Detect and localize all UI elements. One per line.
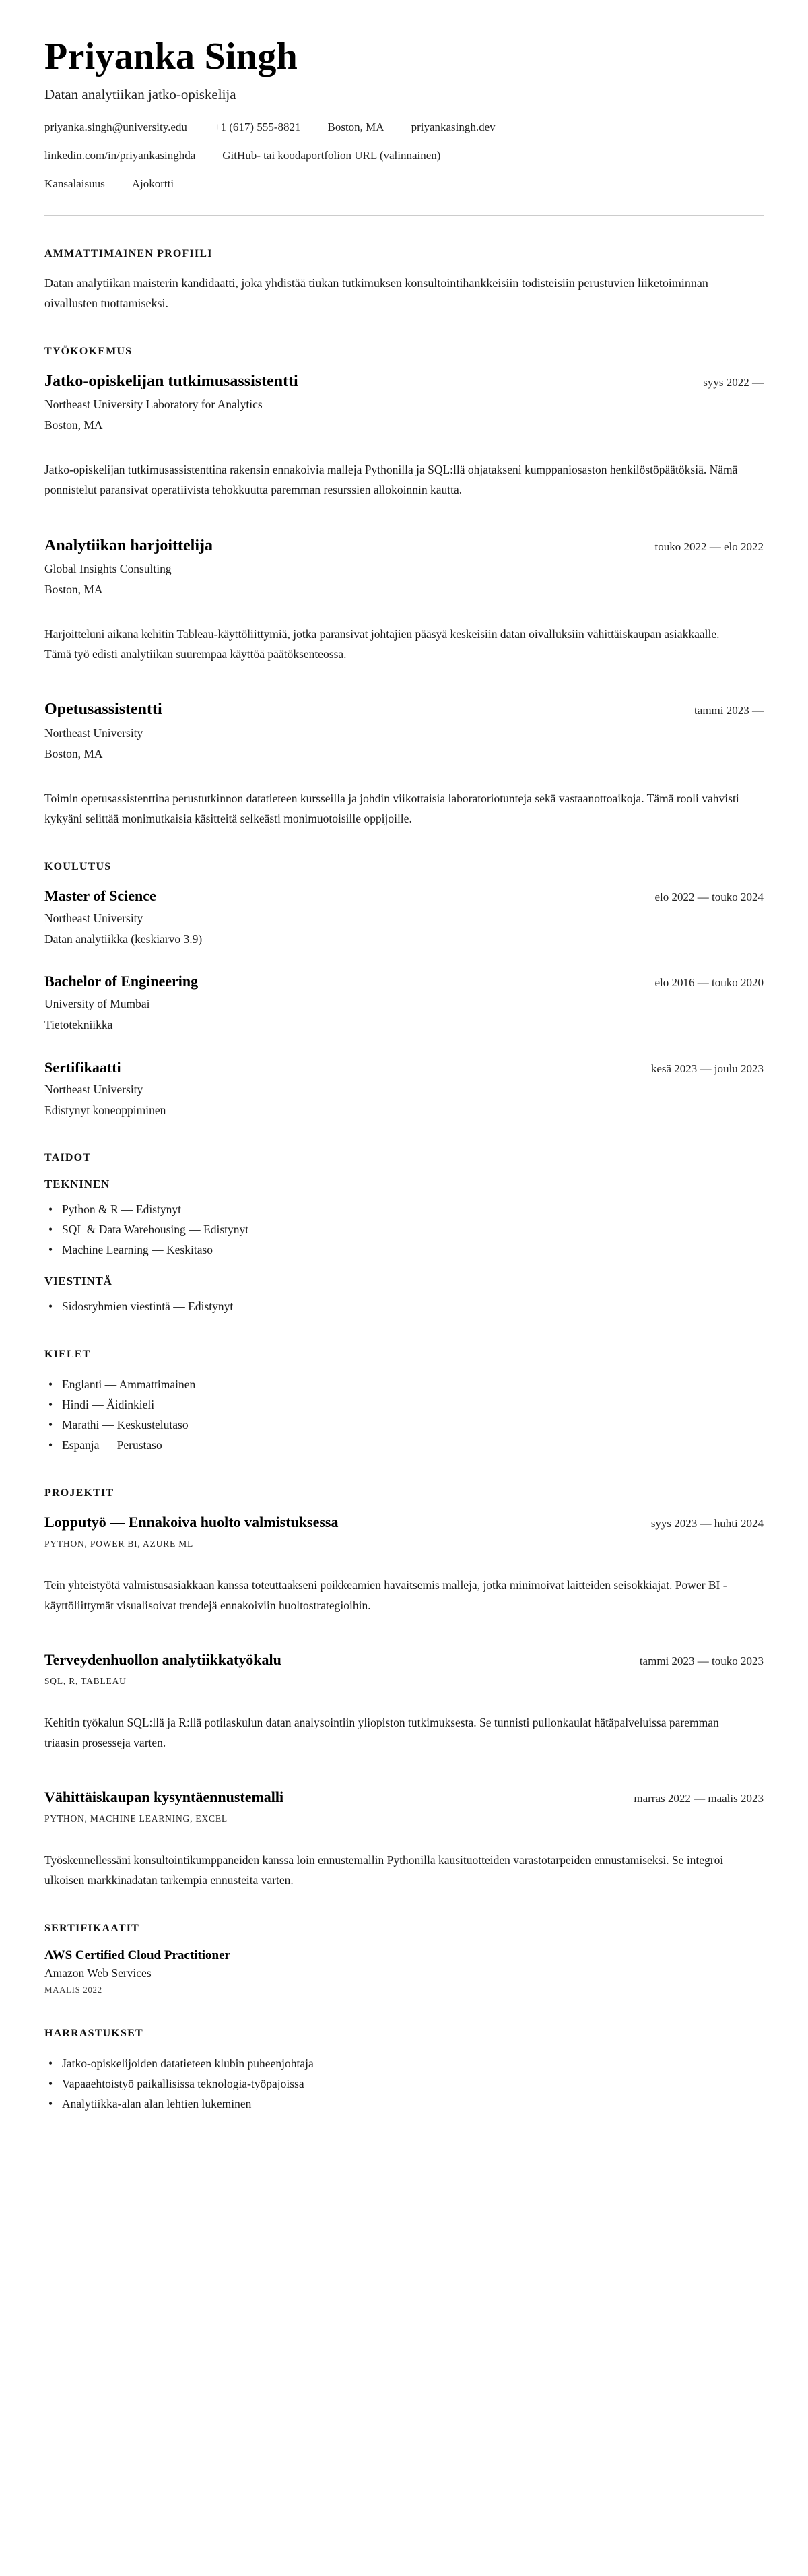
job-entry-head xyxy=(44,536,764,556)
skill-group-title: VIESTINTÄ xyxy=(44,1274,112,1287)
certification-entry xyxy=(44,1948,764,1995)
project-tech: SQL, R, TABLEAU xyxy=(44,1675,127,1686)
degree-title: Bachelor of Engineering xyxy=(44,973,199,990)
school-name: University of Mumbai xyxy=(44,997,150,1011)
job-title: Analytiikan harjoittelija xyxy=(44,536,213,554)
project-tech: PYTHON, MACHINE LEARNING, EXCEL xyxy=(44,1813,228,1824)
experience-heading: TYÖKOKEMUS xyxy=(44,345,133,357)
education-entry-head xyxy=(44,1058,764,1078)
job-entry xyxy=(44,536,764,665)
contact-line-1 xyxy=(44,121,764,134)
languages-heading: KIELET xyxy=(44,1348,91,1360)
section-experience xyxy=(44,346,764,829)
resume-header xyxy=(44,35,764,216)
contact-driving-license: Ajokortti xyxy=(131,177,174,191)
section-languages xyxy=(44,1349,764,1455)
hobby-list xyxy=(44,2053,764,2114)
job-entry-head xyxy=(44,699,764,720)
skill-item: • Sidosryhmien viestintä — Edistynyt xyxy=(44,1296,764,1316)
job-date: syys 2022 — xyxy=(703,375,764,389)
project-entry-head xyxy=(44,1788,764,1807)
section-skills xyxy=(44,1152,764,1316)
contact-line-3 xyxy=(44,177,764,191)
hobby-item: • Vapaaehtoistyö paikallisissa teknologia-työpajoissa xyxy=(44,2073,764,2094)
education-entry xyxy=(44,887,764,948)
project-date: syys 2023 — huhti 2024 xyxy=(650,1517,764,1531)
education-entry-head xyxy=(44,972,764,992)
education-detail: Datan analytiikka (keskiarvo 3.9) xyxy=(44,932,203,946)
job-company: Northeast University xyxy=(44,726,143,740)
language-item: • Espanja — Perustaso xyxy=(44,1435,764,1455)
project-description: Työskennellessäni konsultointikumppaneiden kanssa loin ennustemallin Pythonilla kausituotteiden varastotarpeiden ennustamiseksi. Se integroi ulkoisen markkinadatan tarkempia ennusteita varten. xyxy=(44,1853,724,1887)
job-title: Opetusassistentti xyxy=(44,701,162,719)
job-location: Boston, MA xyxy=(44,746,103,761)
job-title: Jatko-opiskelijan tutkimusassistentti xyxy=(44,372,298,390)
section-certifications xyxy=(44,1923,764,1995)
education-date: kesä 2023 — joulu 2023 xyxy=(650,1062,764,1075)
job-entry xyxy=(44,699,764,829)
project-title: Lopputyö — Ennakoiva huolto valmistuksessa xyxy=(44,1514,339,1531)
job-date: touko 2022 — elo 2022 xyxy=(654,540,764,553)
school-name: Northeast University xyxy=(44,1083,143,1097)
language-item: • Marathi — Keskustelutaso xyxy=(44,1415,764,1435)
project-title: Vähittäiskaupan kysyntäennustemalli xyxy=(44,1788,284,1805)
profile-heading: AMMATTIMAINEN PROFIILI xyxy=(44,248,213,260)
project-entry xyxy=(44,1650,764,1753)
contact-location: Boston, MA xyxy=(327,121,384,134)
education-detail: Edistynyt koneoppiminen xyxy=(44,1103,166,1118)
contact-website: priyankasingh.dev xyxy=(411,121,496,134)
project-entry xyxy=(44,1513,764,1615)
contact-email: priyanka.singh@university.edu xyxy=(44,121,187,134)
language-item: • Hindi — Äidinkieli xyxy=(44,1394,764,1415)
job-company: Global Insights Consulting xyxy=(44,561,172,575)
language-item: • Englanti — Ammattimainen xyxy=(44,1374,764,1394)
education-date: elo 2016 — touko 2020 xyxy=(654,976,764,990)
section-education xyxy=(44,861,764,1119)
education-detail: Tietotekniikka xyxy=(44,1018,113,1032)
degree-title: Master of Science xyxy=(44,887,156,905)
project-entry-head xyxy=(44,1650,764,1670)
school-name: Northeast University xyxy=(44,911,143,925)
skill-list xyxy=(44,1199,764,1260)
hobbies-heading: HARRASTUKSET xyxy=(44,2027,143,2039)
skill-list xyxy=(44,1296,764,1316)
project-date: marras 2022 — maalis 2023 xyxy=(634,1791,764,1805)
contact-linkedin: linkedin.com/in/priyankasinghda xyxy=(44,149,196,162)
job-entry-head xyxy=(44,371,764,392)
project-description: Tein yhteistyötä valmistusasiakkaan kanssa toteuttaakseni poikkeamien havaitsemis malleja, jotka minimoivat laitteiden seisokkiajat. Power BI -käyttöliittymät visualisoivat trendejä ennakoiviin huoltostrategioihin. xyxy=(44,1578,727,1613)
contact-line-2 xyxy=(44,149,764,162)
job-location: Boston, MA xyxy=(44,583,103,597)
certifications-heading: SERTIFIKAATIT xyxy=(44,1922,139,1934)
education-entry xyxy=(44,972,764,1033)
education-heading: KOULUTUS xyxy=(44,861,112,873)
skill-group-title: TEKNINEN xyxy=(44,1177,110,1190)
job-location: Boston, MA xyxy=(44,418,103,432)
skills-heading: TAIDOT xyxy=(44,1151,92,1163)
contact-citizenship: Kansalaisuus xyxy=(44,177,105,191)
education-entry-head xyxy=(44,887,764,906)
project-date: tammi 2023 — touko 2023 xyxy=(639,1654,764,1668)
job-description: Harjoitteluni aikana kehitin Tableau-käyttöliittymiä, jotka paransivat johtajien pääsyä keskeisiin datan oivalluksiin vähittäiskaupan asiakkaalle. Tämä työ edisti analytiikan suurempaa käyttöä päätöksenteossa. xyxy=(44,627,720,662)
section-projects xyxy=(44,1487,764,1890)
language-list xyxy=(44,1374,764,1455)
contact-github: GitHub- tai koodaportfolion URL (valinnainen) xyxy=(222,149,441,162)
skill-item: • Machine Learning — Keskitaso xyxy=(44,1239,764,1260)
job-description: Toimin opetusassistenttina perustutkinnon datatieteen kursseilla ja johdin viikottaisia laboratoriotunteja sekä vastaanottoaikoja. Tämä rooli vahvisti kykyäni selittää monimutkaisia käsitteitä selkeästi monimuotoisille oppijoille. xyxy=(44,792,739,826)
job-entry xyxy=(44,371,764,501)
project-tech: PYTHON, POWER BI, AZURE ML xyxy=(44,1538,194,1549)
degree-title: Sertifikaatti xyxy=(44,1058,121,1076)
section-hobbies xyxy=(44,2028,764,2114)
header-divider xyxy=(44,215,764,216)
cert-title: AWS Certified Cloud Practitioner xyxy=(44,1947,230,1962)
resume-name: Priyanka Singh xyxy=(44,36,298,77)
skill-item: • SQL & Data Warehousing — Edistynyt xyxy=(44,1219,764,1239)
education-entry xyxy=(44,1058,764,1120)
section-profile xyxy=(44,248,764,313)
cert-date: MAALIS 2022 xyxy=(44,1984,102,1995)
hobby-item: • Analytiikka-alan alan lehtien lukeminen xyxy=(44,2094,764,2114)
project-entry-head xyxy=(44,1513,764,1533)
project-entry xyxy=(44,1788,764,1890)
project-title: Terveydenhuollon analytiikkatyökalu xyxy=(44,1651,281,1669)
cert-issuer: Amazon Web Services xyxy=(44,1966,152,1980)
resume-subtitle: Datan analytiikan jatko-opiskelija xyxy=(44,86,236,103)
contact-phone: +1 (617) 555-8821 xyxy=(213,121,301,134)
skill-item: • Python & R — Edistynyt xyxy=(44,1199,764,1219)
project-description: Kehitin työkalun SQL:llä ja R:llä potilaskulun datan analysointiin yliopiston tutkimuksesta. Se tunnisti pullonkaulat hätäpalveluissa paremman triaasin prosesseja varten. xyxy=(44,1715,719,1749)
job-description: Jatko-opiskelijan tutkimusassistenttina rakensin ennakoivia malleja Pythonilla ja SQL:llä ohjatakseni kumppaniosaston henkilöstöpäätöksiä. Nämä ponnistelut paransivat operatiivista tehokkuutta paremman resurssien allokoinnin kautta. xyxy=(44,463,738,497)
hobby-item: • Jatko-opiskelijoiden datatieteen klubin puheenjohtaja xyxy=(44,2053,764,2073)
job-company: Northeast University Laboratory for Analytics xyxy=(44,397,263,411)
profile-text: Datan analytiikan maisterin kandidaatti, joka yhdistää tiukan tutkimuksen konsultointihankkeisiin todisteisiin perustuvien liiketoiminnan oivallusten tuottamiseksi. xyxy=(44,276,708,310)
job-date: tammi 2023 — xyxy=(694,704,764,717)
education-date: elo 2022 — touko 2024 xyxy=(654,891,764,904)
projects-heading: PROJEKTIT xyxy=(44,1487,114,1500)
